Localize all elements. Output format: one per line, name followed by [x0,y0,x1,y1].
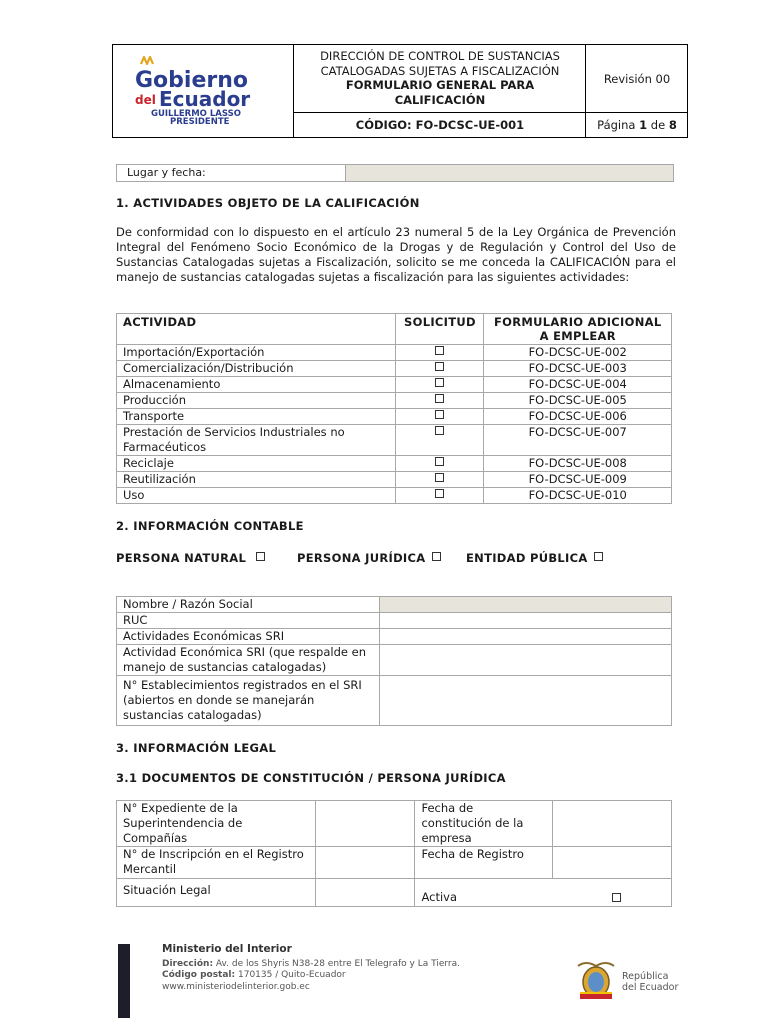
activity-name: Prestación de Servicios Industriales no Farmacéuticos [117,425,396,456]
table-row [117,345,672,361]
table-row [117,629,672,645]
col-form-header-line: FORMULARIO ADICIONAL [493,315,662,329]
option-juridica-label: PERSONA JURÍDICA [297,551,426,565]
header-divider [585,45,586,137]
economic-activities-field[interactable] [379,629,671,645]
option-publica-label: ENTIDAD PÚBLICA [466,551,588,565]
natural-checkbox[interactable] [256,552,265,561]
page-indicator [587,118,687,132]
field-label: Actividad Económica SRI (que respalde en manejo de sustancias catalogadas) [117,645,380,676]
coat-of-arms-sky [588,972,604,992]
document-code: CÓDIGO: FO-DCSC-UE-001 [355,118,525,132]
logo-line2-a: del [135,93,156,107]
option-publica [466,551,603,565]
request-checkbox[interactable] [435,362,444,371]
section-1-title: 1. ACTIVIDADES OBJETO DE LA CALIFICACIÓN [116,196,420,210]
activity-name: Transporte [117,409,396,425]
republica-line: República [622,971,669,982]
logo-line2-b: Ecuador [159,87,251,111]
website-link[interactable]: www.ministeriodelinterior.gob.ec [162,981,310,992]
revision-label: Revisión 00 [603,72,671,86]
form-code: FO-DCSC-UE-009 [484,472,672,488]
juridica-checkbox[interactable] [432,552,441,561]
option-natural [116,551,265,565]
place-date-label: Lugar y fecha: [127,166,206,179]
footer-accent-bar [118,944,130,1018]
business-name-field[interactable] [379,597,671,613]
request-checkbox[interactable] [435,394,444,403]
form-code: FO-DCSC-UE-004 [484,377,672,393]
address-label: Dirección: [162,958,214,969]
activities-table [116,313,672,504]
header-divider [293,112,687,113]
request-checkbox[interactable] [435,426,444,435]
title-line: CATALOGADAS SUJETAS A FISCALIZACIÓN [320,63,560,78]
condor-wings [578,963,614,966]
logo-crown-mark [141,57,153,64]
registry-date-field[interactable] [553,847,672,879]
postal-line [162,970,460,982]
table-header-row [117,314,672,345]
table-row [117,425,672,456]
table-row [117,676,672,726]
request-checkbox[interactable] [435,410,444,419]
table-row [117,393,672,409]
table-row [117,613,672,629]
field-label: Nombre / Razón Social [117,597,380,613]
field-label: N° de Inscripción en el Registro Mercantil [117,847,316,879]
gobierno-ecuador-logo [113,45,293,137]
ruc-field[interactable] [379,613,671,629]
status-active-cell [415,879,672,907]
activity-name: Comercialización/Distribución [117,361,396,377]
request-checkbox[interactable] [435,346,444,355]
form-code: FO-DCSC-UE-010 [484,488,672,504]
table-row [117,409,672,425]
form-code: FO-DCSC-UE-006 [484,409,672,425]
logo-line3: GUILLERMO LASSO [151,109,241,119]
field-label: Fecha de constitución de la empresa [415,801,553,847]
logo-line1: Gobierno [135,68,249,93]
section-1-paragraph: De conformidad con lo dispuesto en el artículo 23 numeral 5 de la Ley Orgánica de Prevención Integral del Fenómeno Socio Económico de la Drogas y de Regulación y Control del Uso de Sustancias Catalogadas sujetas a Fiscalización, solicito se me conceda la CALIFICACIÓN para el manejo de sustancias catalogadas sujetas a fiscalización para las siguientes actividades: [116,225,676,284]
table-row [117,645,672,676]
request-checkbox[interactable] [435,489,444,498]
publica-checkbox[interactable] [594,552,603,561]
activity-name: Reciclaje [117,456,396,472]
col-form-header-line: A EMPLEAR [539,329,616,343]
expediente-field[interactable] [315,801,415,847]
document-header [112,44,688,138]
republica-text [622,972,678,993]
col-form-header [484,314,672,345]
table-row [117,488,672,504]
legal-status-field [315,879,415,907]
field-label: N° Establecimientos registrados en el SRI (abiertos en donde se manejarán sustancias catalogadas) [117,676,380,726]
request-checkbox[interactable] [435,457,444,466]
postal-label: Código postal: [162,970,236,980]
request-checkbox[interactable] [435,378,444,387]
page-prefix: Página [597,118,640,132]
inscription-field[interactable] [315,847,415,879]
field-label: Situación Legal [117,879,316,907]
form-code: FO-DCSC-UE-005 [484,393,672,409]
request-checkbox[interactable] [435,473,444,482]
status-active-label: Activa [421,890,458,904]
page-current: 1 [639,118,648,132]
section-3-1-title: 3.1 DOCUMENTOS DE CONSTITUCIÓN / PERSONA JURÍDICA [116,771,506,785]
constitution-date-field[interactable] [553,801,672,847]
address-line [162,959,460,971]
establishments-field[interactable] [379,676,671,726]
activity-name: Reutilización [117,472,396,488]
table-row [117,456,672,472]
field-label: Actividades Económicas SRI [117,629,380,645]
table-row [117,879,672,907]
table-row [117,377,672,393]
field-label: Fecha de Registro [415,847,553,879]
table-row [117,801,672,847]
activity-name: Importación/Exportación [117,345,396,361]
table-row [117,361,672,377]
footer-contact [162,944,460,993]
coat-of-arms-band [580,992,612,994]
title-line: CALIFICACIÓN [394,92,486,107]
col-request-header: SOLICITUD [396,314,484,345]
economic-activity-field[interactable] [379,645,671,676]
ministry-name: Ministerio del Interior [162,943,292,955]
option-juridica [297,551,441,565]
activity-name: Producción [117,393,396,409]
republica-line: del Ecuador [622,981,679,993]
table-row [117,597,672,613]
section-3-title: 3. INFORMACIÓN LEGAL [116,741,277,755]
header-divider [293,45,294,137]
col-activity-header: ACTIVIDAD [117,314,396,345]
place-date-row [116,164,674,182]
section-2-title: 2. INFORMACIÓN CONTABLE [116,519,304,533]
activity-name: Almacenamiento [117,377,396,393]
postal-text: 170135 / Quito-Ecuador [235,970,346,980]
page-mid: de [647,118,669,132]
legal-table [116,800,672,907]
page-total: 8 [668,118,677,132]
logo-line4: PRESIDENTE [170,117,230,127]
title-line: FORMULARIO GENERAL PARA [345,78,535,92]
document-title [295,49,585,107]
table-row [117,472,672,488]
active-checkbox[interactable] [612,893,621,902]
address-text: Av. de los Shyris N38-28 entre El Telegrafo y La Tierra. [213,958,460,969]
activity-name: Uso [117,488,396,504]
form-code: FO-DCSC-UE-008 [484,456,672,472]
form-code: FO-DCSC-UE-002 [484,345,672,361]
form-code: FO-DCSC-UE-007 [484,425,672,456]
field-label: RUC [117,613,380,629]
option-natural-label: PERSONA NATURAL [116,551,247,565]
title-line: DIRECCIÓN DE CONTROL DE SUSTANCIAS [320,49,560,63]
coat-of-arms-ribbon [580,994,612,999]
table-row [117,847,672,879]
form-code: FO-DCSC-UE-003 [484,361,672,377]
field-label: N° Expediente de la Superintendencia de Compañías [117,801,316,847]
accounting-table [116,596,672,726]
place-date-field[interactable] [345,165,673,181]
